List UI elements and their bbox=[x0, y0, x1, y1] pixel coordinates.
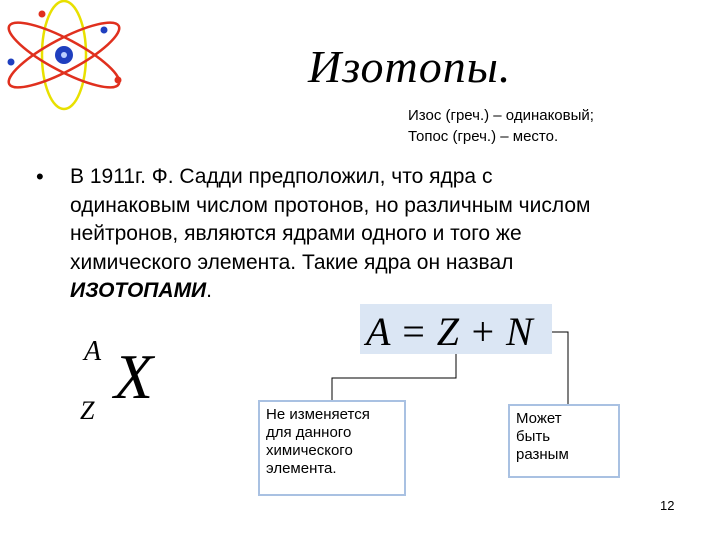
slide-title: Изотопы. bbox=[308, 41, 512, 92]
bullet-end: . bbox=[206, 279, 213, 302]
bullet-marker: • bbox=[36, 164, 44, 189]
bullet-line: одинаковым числом протонов, но различным числом bbox=[70, 193, 591, 217]
nuclide-mass-number: A bbox=[84, 336, 102, 367]
note-line: элемента. bbox=[266, 460, 337, 477]
note-line: Не изменяется bbox=[266, 406, 370, 423]
bullet-line: В 1911г. Ф. Садди предположил, что ядра с bbox=[70, 165, 493, 188]
variable-note bbox=[508, 404, 620, 478]
nuclide-atomic-number: Z bbox=[80, 396, 95, 425]
etymology-line: Топос (греч.) – место. bbox=[408, 128, 559, 145]
bullet-line: химического элемента. Такие ядра он назвал bbox=[70, 250, 514, 274]
isotopes-term: ИЗОТОПАМИ bbox=[70, 279, 207, 302]
note-line: быть bbox=[516, 428, 551, 445]
note-line: разным bbox=[516, 446, 569, 463]
note-line: для данного bbox=[266, 424, 352, 441]
note-line: химического bbox=[266, 442, 353, 459]
bullet-line: нейтронов, являются ядрами одного и того же bbox=[70, 222, 522, 245]
page-number: 12 bbox=[660, 498, 675, 513]
constant-note bbox=[258, 400, 406, 496]
nuclide-symbol: X bbox=[114, 341, 154, 412]
etymology-line: Изос (греч.) – одинаковый; bbox=[408, 107, 594, 124]
mass-number-formula: A = Z + N bbox=[366, 309, 533, 354]
note-line: Может bbox=[516, 410, 562, 427]
